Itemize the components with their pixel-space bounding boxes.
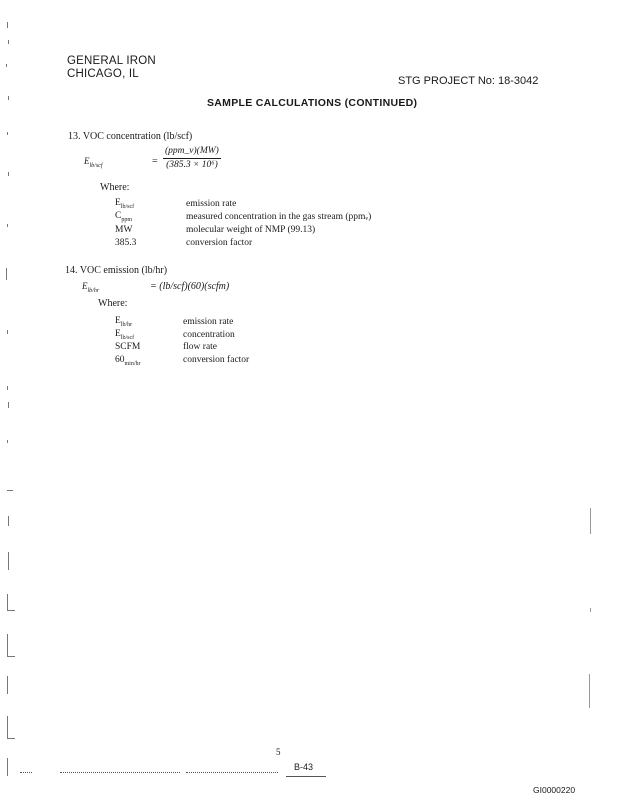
- definition-subscript: min/hr: [124, 360, 141, 367]
- definition-symbol: 60: [115, 355, 125, 365]
- scan-artifact-mark: [7, 440, 8, 443]
- section-13-fraction: [163, 145, 221, 172]
- scan-artifact-rule: [186, 772, 278, 773]
- lhs-variable: E: [82, 281, 88, 291]
- scan-artifact-mark: [8, 172, 9, 176]
- document-id: GI0000220: [533, 785, 576, 795]
- definition-description: emission rate: [183, 317, 234, 327]
- scan-artifact-mark: [8, 402, 9, 408]
- scan-artifact-mark: [7, 22, 8, 28]
- definition-description: conversion factor: [186, 238, 253, 248]
- scan-artifact-mark: [7, 716, 8, 738]
- definition-symbol: C: [115, 211, 122, 221]
- definition-symbol: E: [115, 198, 121, 208]
- project-number: STG PROJECT No: 18-3042: [398, 75, 539, 87]
- definition-row: [115, 211, 132, 223]
- scan-artifact-mark: [8, 516, 9, 526]
- definition-symbol: 385.3: [115, 238, 137, 248]
- company-location: CHICAGO, IL: [67, 68, 139, 80]
- definition-row: [115, 329, 134, 341]
- scan-artifact-mark: [590, 508, 591, 534]
- definition-symbol: MW: [115, 225, 133, 235]
- scan-artifact-mark: [7, 594, 8, 610]
- definition-description: flow rate: [183, 342, 218, 352]
- scan-artifact-mark: [7, 386, 8, 390]
- scan-artifact-mark: [590, 608, 591, 612]
- definition-row: [115, 355, 141, 367]
- lhs-subscript: lb/scf: [89, 162, 103, 169]
- scan-artifact-rule: [60, 772, 180, 773]
- section-14-where: Where:: [98, 298, 128, 309]
- company-name: GENERAL IRON: [67, 55, 156, 67]
- definition-symbol: SCFM: [115, 342, 141, 352]
- scan-artifact-mark: [7, 656, 15, 657]
- section-14-formula: = (lb/scf)(60)(scfm): [150, 281, 230, 292]
- scan-artifact-mark: [7, 490, 13, 491]
- definition-description: conversion factor: [183, 355, 250, 365]
- definition-row: [115, 198, 134, 210]
- definition-description: concentration: [183, 330, 235, 340]
- page-heading: SAMPLE CALCULATIONS (CONTINUED): [207, 97, 418, 109]
- page-reference: B-43: [294, 762, 314, 772]
- definition-description: emission rate: [186, 199, 237, 209]
- scan-artifact-mark: [589, 674, 590, 708]
- scan-artifact-mark: [7, 676, 8, 694]
- definition-symbol: E: [115, 316, 121, 326]
- fraction-denominator: (385.3 × 10⁶): [166, 160, 218, 170]
- scan-artifact-mark: [7, 738, 15, 739]
- definition-subscript: ppm: [121, 216, 133, 223]
- definition-subscript: lb/scf: [120, 334, 135, 341]
- definition-description: measured concentration in the gas stream (ppmᵥ): [186, 212, 372, 222]
- section-14-lhs: [82, 281, 99, 294]
- definition-subscript: lb/hr: [120, 321, 133, 328]
- scan-artifact-mark: [6, 64, 7, 67]
- lhs-variable: E: [84, 156, 90, 166]
- scan-artifact-mark: [6, 268, 7, 280]
- scan-artifact-rule: [286, 776, 326, 777]
- scan-artifact-mark: [7, 758, 8, 776]
- definition-subscript: lb/scf: [120, 203, 135, 210]
- lhs-subscript: lb/hr: [87, 287, 100, 294]
- section-13-equals: =: [152, 156, 158, 167]
- section-13-lhs: [84, 156, 103, 169]
- page-number: 5: [276, 747, 281, 757]
- scan-artifact-mark: [8, 40, 9, 44]
- definition-description: molecular weight of NMP (99.13): [186, 225, 316, 235]
- scan-artifact-mark: [7, 610, 15, 611]
- definition-row: [115, 316, 132, 328]
- section-14-title: 14. VOC emission (lb/hr): [65, 265, 168, 276]
- scan-artifact-mark: [7, 330, 8, 334]
- scan-artifact-mark: [7, 132, 8, 135]
- scan-artifact-rule: [20, 772, 32, 773]
- scan-artifact-mark: [8, 96, 9, 100]
- section-13-where: Where:: [100, 182, 130, 193]
- scan-artifact-mark: [7, 224, 8, 227]
- fraction-numerator: (ppm_v)(MW): [163, 145, 221, 159]
- definition-symbol: E: [115, 329, 121, 339]
- section-13-title: 13. VOC concentration (lb/scf): [68, 131, 193, 142]
- scan-artifact-mark: [7, 634, 8, 656]
- scan-artifact-mark: [8, 552, 9, 570]
- company-name-block: [67, 55, 156, 81]
